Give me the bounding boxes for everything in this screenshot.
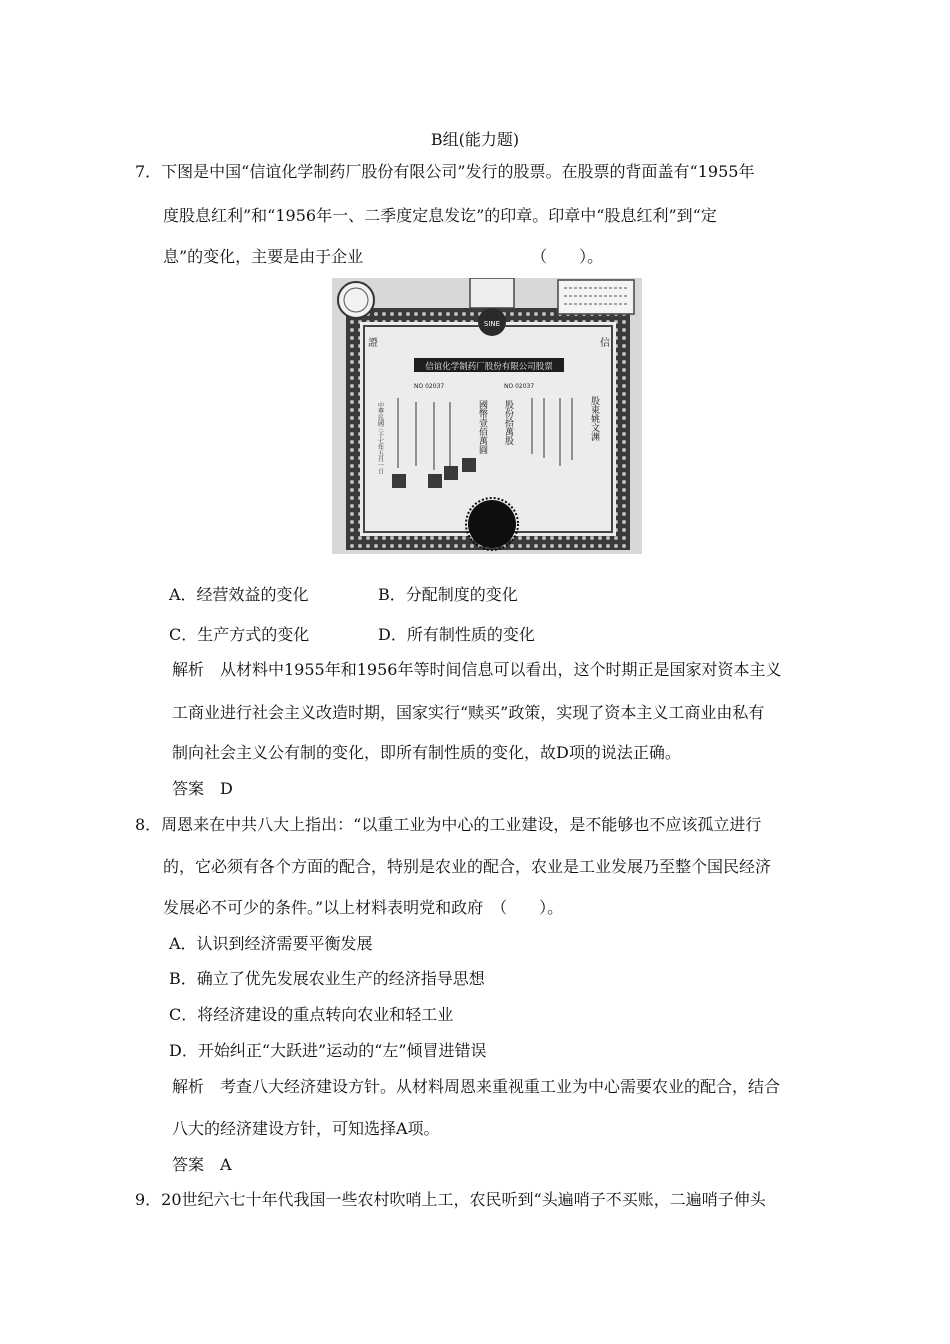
- q8-option-c: C．将经济建设的重点转向农业和轻工业: [169, 1005, 454, 1024]
- emblem-text: SINE: [483, 320, 501, 328]
- corner-left-char: 證: [368, 338, 378, 349]
- q7-option-b: B．分配制度的变化: [378, 585, 518, 604]
- share-value: 國幣壹佰萬圓: [477, 400, 487, 454]
- stock-certificate-image: [332, 278, 642, 554]
- q7-analysis-3: 制向社会主义公有制的变化，即所有制性质的变化，故D项的说法正确。: [172, 743, 681, 762]
- q8-option-b: B．确立了优先发展农业生产的经济指导思想: [169, 969, 485, 988]
- holder-name: 股東姚文渊: [589, 396, 599, 441]
- q8-line-3: 发展必不可少的条件。”以上材料表明党和政府 （ ）。: [163, 898, 564, 917]
- cert-number-left: NO 02037: [414, 383, 445, 390]
- issue-date: 中華民國三十七年五月一日: [376, 402, 384, 474]
- q7-option-d: D．所有制性质的变化: [378, 625, 535, 644]
- q7-line-3: 息”的变化，主要是由于企业 （ ）。: [163, 247, 604, 266]
- q7-analysis-2: 工商业进行社会主义改造时期，国家实行“赎买”政策，实现了资本主义工商业由私有: [172, 703, 765, 722]
- q7-line-2: 度股息红利”和“1956年一、二季度定息发讫”的印章。印章中“股息红利”到“定: [163, 206, 717, 225]
- section-title: B组(能力题): [430, 130, 520, 149]
- cert-number-right: NO 02037: [504, 383, 535, 390]
- q7-line-1: 7．下图是中国“信谊化学制药厂股份有限公司”发行的股票。在股票的背面盖有“1955年: [135, 162, 755, 181]
- q7-option-c: C．生产方式的变化: [169, 625, 310, 644]
- q8-analysis-1: 解析 考查八大经济建设方针。从材料周恩来重视重工业为中心需要农业的配合，结合: [172, 1077, 781, 1096]
- q8-line-2: 的，它必须有各个方面的配合，特别是农业的配合，农业是工业发展乃至整个国民经济: [163, 857, 772, 876]
- q8-option-d: D．开始纠正“大跃进”运动的“左”倾冒进错误: [169, 1041, 487, 1060]
- share-count: 股份拾萬股: [503, 400, 513, 445]
- corner-right-char: 信: [600, 338, 610, 349]
- certificate-header: 信谊化学制药厂股份有限公司股票: [425, 362, 553, 372]
- q8-analysis-2: 八大的经济建设方针，可知选择A项。: [172, 1119, 440, 1138]
- q8-line-1: 8．周恩来在中共八大上指出：“以重工业为中心的工业建设，是不能够也不应该孤立进行: [135, 815, 762, 834]
- q8-option-a: A．认识到经济需要平衡发展: [169, 934, 373, 953]
- q7-analysis-1: 解析 从材料中1955年和1956年等时间信息可以看出，这个时期正是国家对资本主义: [172, 660, 782, 679]
- q7-answer: 答案 D: [172, 779, 233, 798]
- q9-line-1: 9．20世纪六七十年代我国一些农村吹哨上工，农民听到“头遍哨子不买账，二遍哨子伸头: [135, 1190, 766, 1209]
- q8-answer: 答案 A: [172, 1155, 232, 1174]
- q7-option-a: A．经营效益的变化: [169, 585, 309, 604]
